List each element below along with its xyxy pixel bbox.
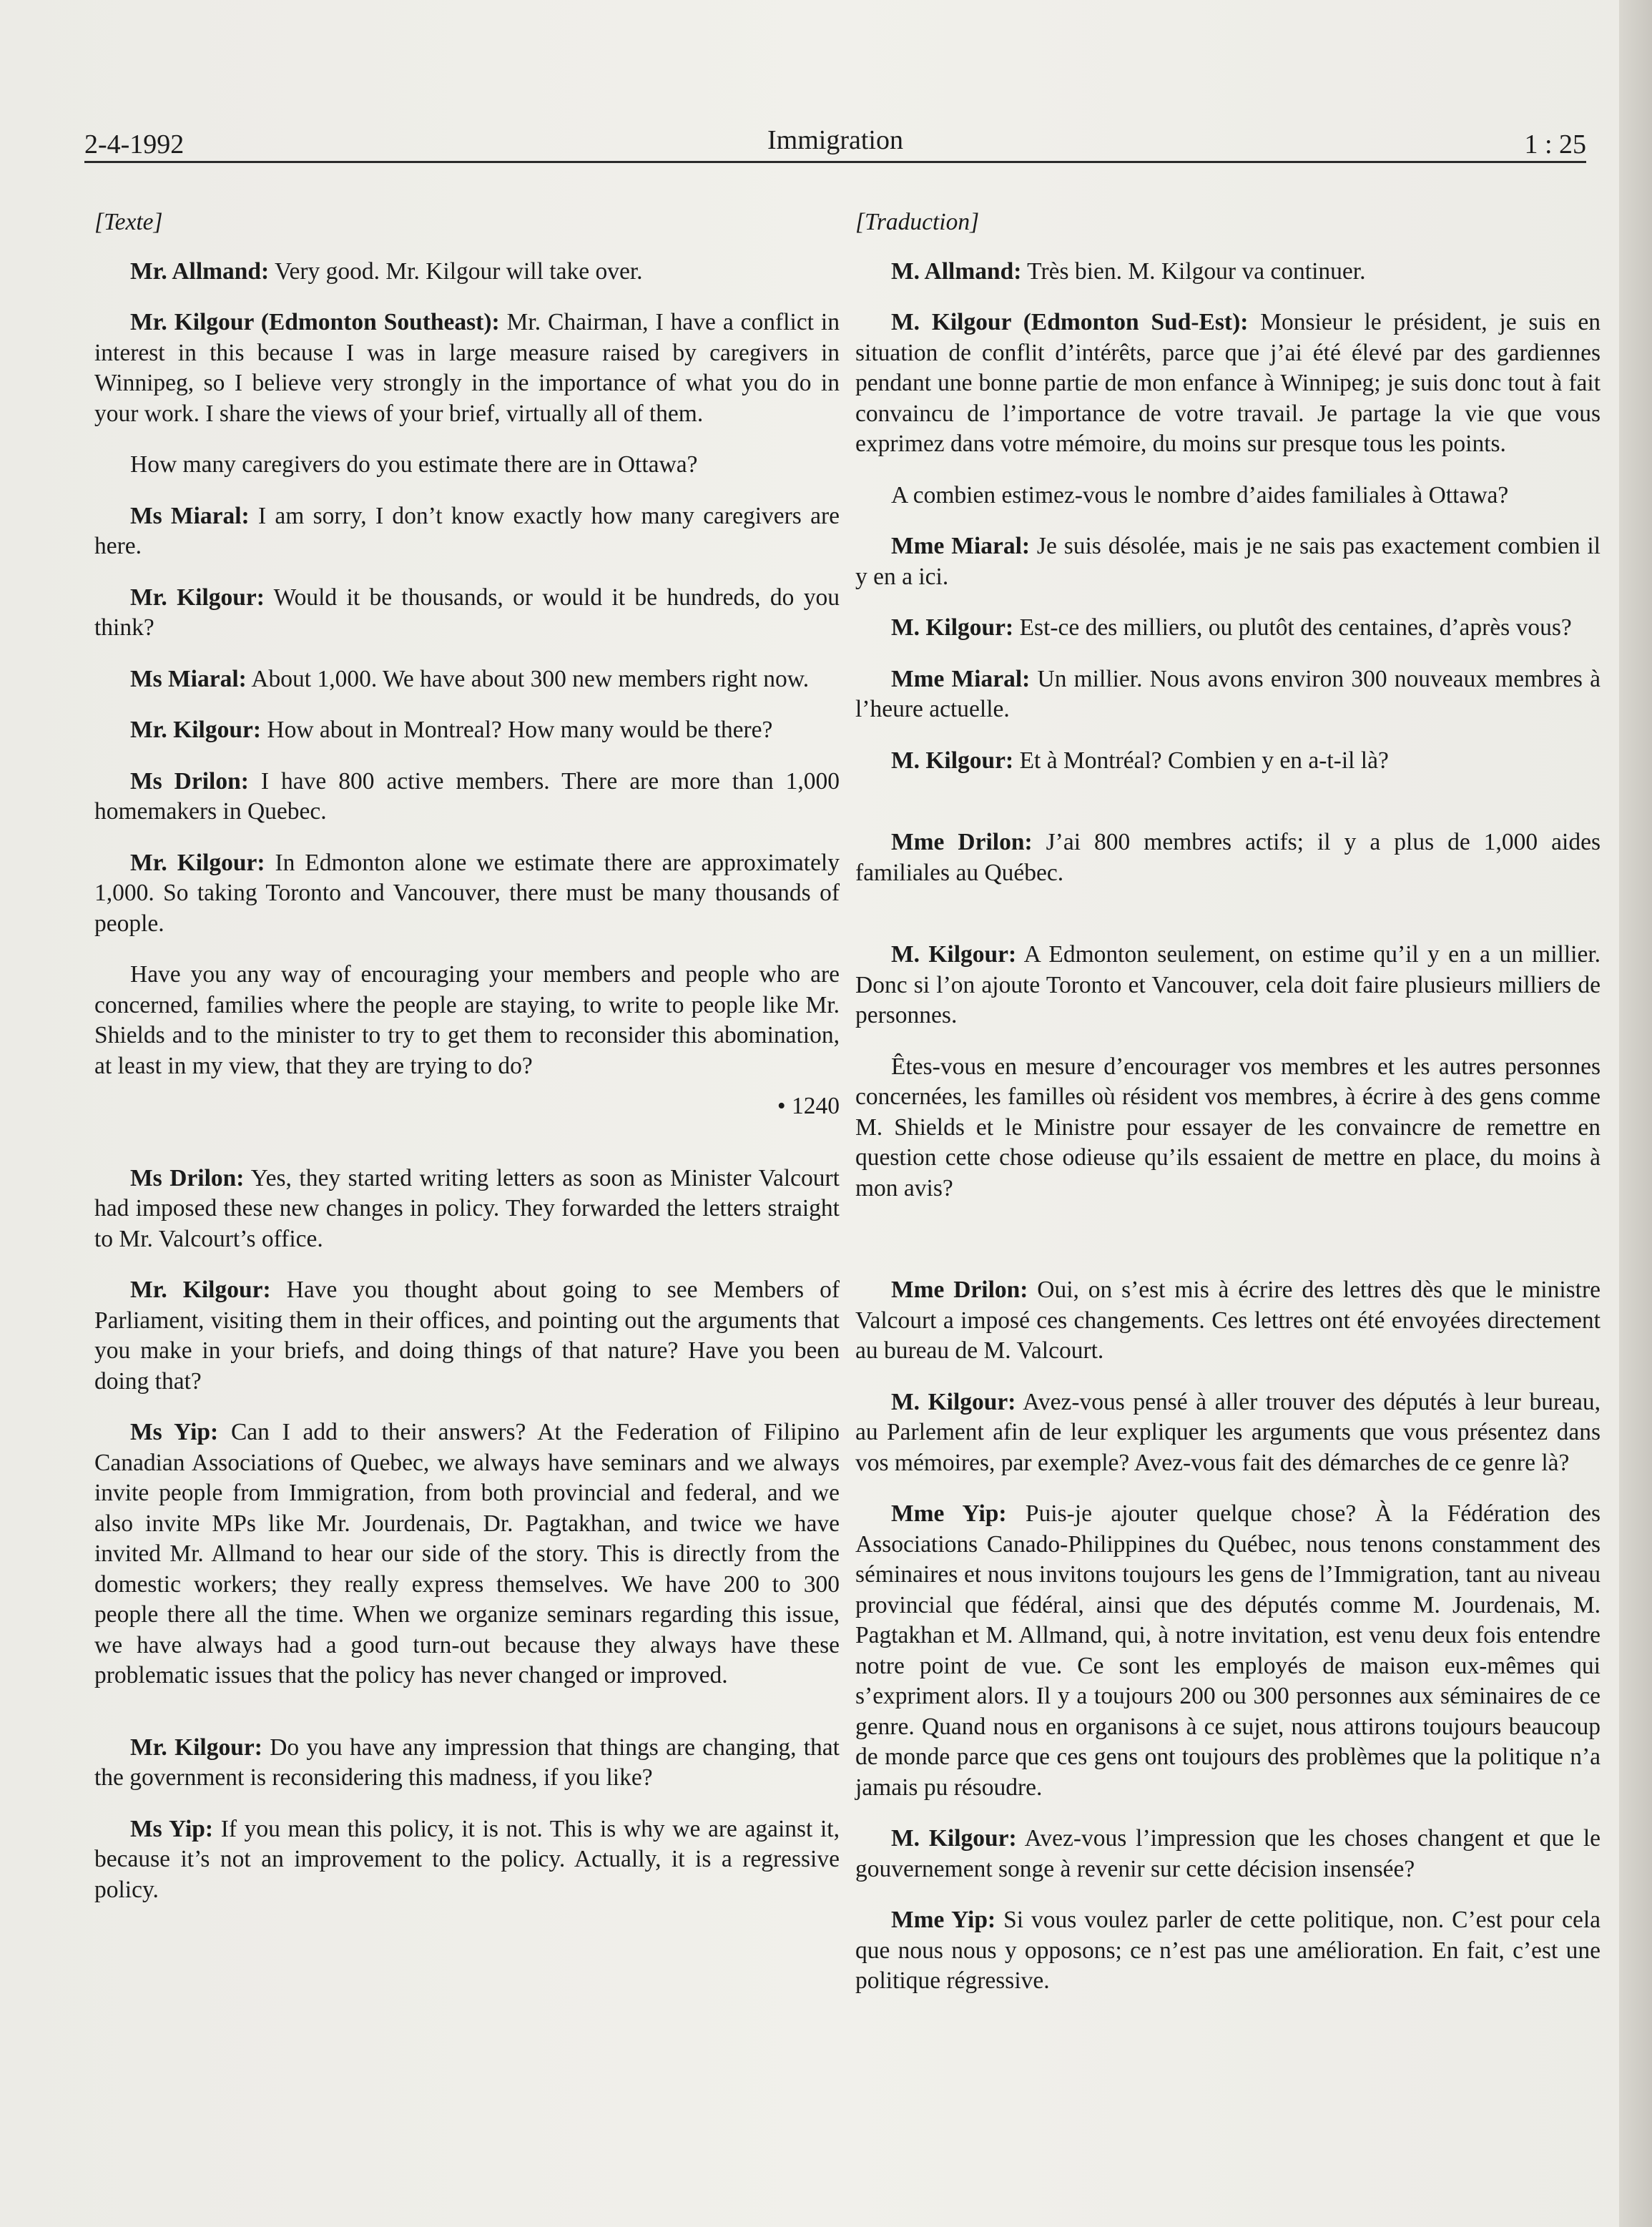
- speaker-name: M. Kilgour:: [891, 614, 1014, 641]
- speaker-name: M. Kilgour (Edmonton Sud-Est):: [891, 309, 1249, 335]
- speaker-name: Mr. Kilgour:: [130, 717, 261, 743]
- header-date: 2-4-1992: [84, 129, 185, 159]
- speaker-name: Mr. Kilgour (Edmonton Southeast):: [130, 309, 500, 335]
- speech-text: Est-ce des milliers, ou plutôt des centaines, d’après vous?: [1013, 614, 1572, 641]
- paragraph: [94, 715, 840, 746]
- paragraph: [855, 257, 1601, 287]
- speaker-name: Ms Drilon:: [130, 1164, 245, 1191]
- speaker-name: Mme Yip:: [891, 1500, 1007, 1527]
- speech-text: Êtes-vous en mesure d’encourager vos membres et les autres personnes concernées, les familles où résident vos membres, à écrire à des gens comme M. Shields et le Ministre pour essayer de les convaincre de remettre en question cette chose odieuse qu’ils essaient de mettre en place, du moins à mon avis?: [855, 1053, 1601, 1201]
- running-header: [84, 120, 1586, 163]
- speech-text: Avez-vous l’impression que les choses changent et que le gouvernement songe à revenir sur cette décision insensée?: [855, 1825, 1601, 1882]
- paragraph: [855, 1275, 1601, 1367]
- speech-text: J’ai 800 membres actifs; il y a plus de 1,000 aides familiales au Québec.: [855, 829, 1601, 886]
- speech-text: I am sorry, I don’t know exactly how many caregivers are here.: [94, 502, 840, 559]
- speaker-name: Mr. Kilgour:: [130, 584, 265, 611]
- speaker-name: M. Kilgour:: [891, 941, 1017, 968]
- speech-text: A combien estimez-vous le nombre d’aides familiales à Ottawa?: [891, 481, 1509, 508]
- speaker-name: Mr. Kilgour:: [130, 1277, 271, 1303]
- speaker-name: M. Allmand:: [891, 257, 1022, 285]
- speaker-name: M. Kilgour:: [891, 1825, 1017, 1852]
- speech-text: Monsieur le président, je suis en situation de conflit d’intérêts, parce que j’ai été élevé par des gardiennes pendant une bonne partie de mon enfance à Winnipeg; je suis donc tout à fait convaincu de l’importance de votre travail. Je partage la vie que vous exprimez dans votre mémoire, du moins sur presque tous les points.: [855, 309, 1601, 457]
- paragraph: [855, 664, 1601, 725]
- speaker-name: Mr. Kilgour:: [130, 849, 265, 876]
- paragraph: [94, 1814, 840, 1906]
- paragraph: [94, 257, 840, 287]
- header-title: Immigration: [767, 125, 903, 155]
- speech-text: About 1,000. We have about 300 new members right now.: [246, 665, 810, 692]
- speaker-name: Ms Yip:: [130, 1419, 219, 1445]
- paragraph: [94, 1417, 840, 1691]
- speech-text: Si vous voulez parler de cette politique, non. C’est pour cela que nous nous y opposons; ce n’est pas une amélioration. En fait, c’est une politique régressive.: [855, 1907, 1601, 1994]
- paragraph: [855, 1824, 1601, 1884]
- speech-text: If you mean this policy, it is not. This is why we are against it, because it’s not an improvement to the policy. Actually, it is a regressive policy.: [94, 1815, 840, 1903]
- speech-text: Very good. Mr. Kilgour will take over.: [269, 257, 643, 285]
- english-column: [94, 207, 840, 1926]
- speaker-name: Mme Drilon:: [891, 1277, 1028, 1303]
- paragraph: [855, 1387, 1601, 1479]
- paragraph: [94, 1164, 840, 1255]
- paragraph: [94, 1275, 840, 1397]
- speaker-name: Mr. Kilgour:: [130, 1734, 262, 1761]
- speech-text: Et à Montréal? Combien y en a-t-il là?: [1013, 747, 1389, 774]
- speech-text: Très bien. M. Kilgour va continuer.: [1021, 257, 1366, 285]
- speech-text: Would it be thousands, or would it be hundreds, do you think?: [94, 584, 840, 641]
- speech-text: I have 800 active members. There are more than 1,000 homemakers in Quebec.: [94, 767, 840, 825]
- paragraph: [855, 940, 1601, 1031]
- speech-text: A Edmonton seulement, on estime qu’il y en a un millier. Donc si l’on ajoute Toronto et Vancouver, cela doit faire plusieurs milliers de personnes.: [855, 941, 1601, 1028]
- speech-text: Un millier. Nous avons environ 300 nouveaux membres à l’heure actuelle.: [855, 665, 1601, 722]
- speaker-name: Ms Miaral:: [130, 665, 247, 692]
- header-rule: [84, 161, 1586, 163]
- speech-text: Have you any way of encouraging your members and people who are concerned, families where the people are staying, to write to people like Mr. Shields and to the minister to try to get them to reconsider this abomination, at least in my view, that they are trying to do?: [94, 961, 840, 1079]
- paragraph: [855, 531, 1601, 592]
- paragraph: [855, 1905, 1601, 1997]
- speaker-name: Mme Miaral:: [891, 533, 1031, 559]
- speaker-name: M. Kilgour:: [891, 1388, 1016, 1415]
- speech-text: Puis-je ajouter quelque chose? À la Fédération des Associations Canado-Philippines du Québec, nous tenons constamment des séminaires et nous invitons toujours les gens de l’Immigration, tant au niveau provincial que fédéral, ainsi que des députés comme M. Jourdenais, M. Pagtakhan et M. Allmand, qui, à notre invitation, est venu deux fois entendre notre point de vue. Ce sont les employés de maison eux-mêmes qui s’expriment alors. Il y a toujours 200 ou 300 personnes aux séminaires de ce genre. Quand nous en organisons à ce sujet, nous attirons toujours beaucoup de monde parce que ces gens ont toujours des problèmes que la politique n’a jamais pu résoudre.: [855, 1500, 1601, 1801]
- paragraph: [94, 664, 840, 695]
- speech-text: Have you thought about going to see Members of Parliament, visiting them in their offices, and pointing out the arguments that you make in your briefs, and doing things of that nature? Have you been doing that?: [94, 1277, 840, 1395]
- page-edge-shadow: [1619, 0, 1652, 2227]
- speaker-name: Mme Yip:: [891, 1907, 996, 1933]
- french-column: [855, 207, 1601, 2017]
- speech-text: Avez-vous pensé à aller trouver des députés à leur bureau, au Parlement afin de leur expliquer les arguments que vous présentez dans vos mémoires, par exemple? Avez-vous fait des démarches de ce genre là?: [855, 1388, 1601, 1476]
- paragraph: [94, 501, 840, 562]
- paragraph: [855, 481, 1601, 511]
- paragraph: [94, 308, 840, 429]
- speech-text: How many caregivers do you estimate there are in Ottawa?: [130, 451, 698, 478]
- column-label-texte: [Texte]: [94, 209, 163, 235]
- time-marker: • 1240: [777, 1093, 840, 1119]
- paragraph: [94, 960, 840, 1081]
- speaker-name: Ms Miaral:: [130, 502, 250, 529]
- paragraph: [855, 1499, 1601, 1803]
- paragraph: [855, 308, 1601, 460]
- column-label-traduction: [Traduction]: [855, 209, 980, 235]
- speaker-name: Mme Miaral:: [891, 665, 1031, 692]
- paragraph: [94, 583, 840, 644]
- paragraph: [94, 848, 840, 940]
- speech-text: Do you have any impression that things are changing, that the government is reconsidering this madness, if you like?: [94, 1734, 840, 1791]
- speaker-name: Mr. Allmand:: [130, 257, 270, 285]
- speech-text: Yes, they started writing letters as soon as Minister Valcourt had imposed these new changes in policy. They forwarded the letters straight to Mr. Valcourt’s office.: [94, 1164, 840, 1252]
- paragraph: [94, 1733, 840, 1794]
- speech-text: In Edmonton alone we estimate there are approximately 1,000. So taking Toronto and Vancouver, there must be many thousands of people.: [94, 849, 840, 937]
- speaker-name: Ms Yip:: [130, 1815, 214, 1842]
- speaker-name: Ms Drilon:: [130, 767, 249, 795]
- paragraph: [855, 1052, 1601, 1204]
- paragraph: [855, 827, 1601, 888]
- speaker-name: Mme Drilon:: [891, 829, 1033, 855]
- speech-text: Can I add to their answers? At the Federation of Filipino Canadian Associations of Quebec, we always have seminars and we always invite people from Immigration, from both provincial and federal, and we also invite MPs like Mr. Jourdenais, Dr. Pagtakhan, and twice we have invited Mr. Allmand to hear our side of the story. This is directly from the domestic workers; they really express themselves. We have 200 to 300 people there all the time. When we organize seminars regarding this issue, we have always had a good turn-out because they always have these problematic issues that the policy has never changed or improved.: [94, 1419, 840, 1688]
- speech-text: Mr. Chairman, I have a conflict in interest in this because I was in large measure raised by caregivers in Winnipeg, so I believe very strongly in the importance of what you do in your work. I share the views of your brief, virtually all of them.: [94, 309, 840, 427]
- paragraph: [94, 767, 840, 827]
- speech-text: Je suis désolée, mais je ne sais pas exactement combien il y en a ici.: [855, 533, 1601, 590]
- paragraph: [855, 746, 1601, 777]
- speaker-name: M. Kilgour:: [891, 747, 1014, 774]
- speech-text: How about in Montreal? How many would be there?: [261, 717, 773, 743]
- paragraph: [94, 450, 840, 481]
- paragraph: [855, 613, 1601, 644]
- speech-text: Oui, on s’est mis à écrire des lettres dès que le ministre Valcourt a imposé ces changements. Ces lettres ont été envoyées directement au bureau de M. Valcourt.: [855, 1277, 1601, 1364]
- header-page-number: 1 : 25: [1524, 129, 1586, 159]
